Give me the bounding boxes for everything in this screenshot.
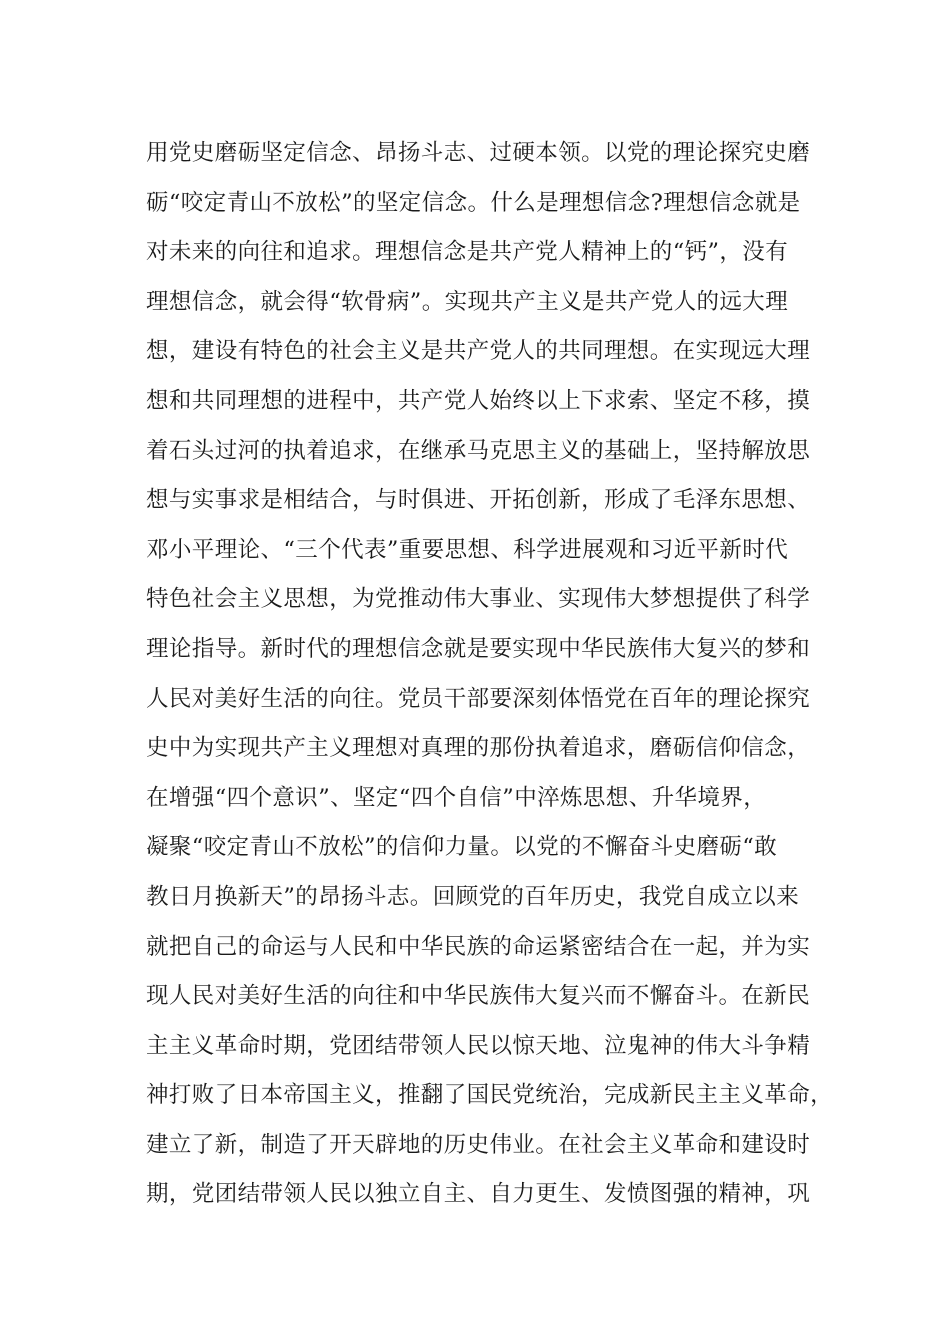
body-text [146, 129, 846, 1220]
text-line: 砺“咬定青山不放松”的坚定信念。什么是理想信念?理想信念就是 [146, 189, 801, 216]
text-line: 教日月换新天”的昂扬斗志。回顾党的百年历史，我党自成立以来 [146, 883, 800, 910]
text-line: 理论指导。新时代的理想信念就是要实现中华民族伟大复兴的梦和 [146, 635, 811, 662]
text-line: 建立了新，制造了开天辟地的历史伟业。在社会主义革命和建设时 [146, 1131, 811, 1158]
text-line: 想和共同理想的进程中，共产党人始终以上下求索、坚定不移，摸 [146, 387, 811, 414]
text-line: 史中为实现共产主义理想对真理的那份执着追求，磨砺信仰信念， [146, 735, 811, 762]
text-line: 着石头过河的执着追求，在继承马克思主义的基础上，坚持解放思 [146, 437, 811, 464]
text-line: 神打败了日本帝国主义，推翻了国民党统治，完成新民主主义革命， [146, 1082, 834, 1109]
text-line: 就把自己的命运与人民和中华民族的命运紧密结合在一起，并为实 [146, 933, 811, 960]
text-line: 人民对美好生活的向往。党员干部要深刻体悟党在百年的理论探究 [146, 685, 811, 712]
text-line: 期，党团结带领人民以独立自主、自力更生、发愤图强的精神，巩 [146, 1181, 811, 1208]
text-line: 想与实事求是相结合，与时俱进、开拓创新，形成了毛泽东思想、 [146, 487, 811, 514]
text-line: 对未来的向往和追求。理想信念是共产党人精神上的“钙”，没有 [146, 239, 789, 266]
text-line: 在增强“四个意识”、坚定“四个自信”中淬炼思想、升华境界， [146, 784, 767, 811]
text-line: 主主义革命时期，党团结带领人民以惊天地、泣鬼神的伟大斗争精 [146, 1032, 811, 1059]
text-line: 现人民对美好生活的向往和中华民族伟大复兴而不懈奋斗。在新民 [146, 983, 811, 1010]
text-line: 用党史磨砺坚定信念、昂扬斗志、过硬本领。以党的理论探究史磨 [146, 140, 811, 166]
text-line: 邓小平理论、“三个代表”重要思想、科学进展观和习近平新时代 [146, 536, 789, 563]
text-line: 想，建设有特色的社会主义是共产党人的共同理想。在实现远大理 [146, 338, 811, 365]
text-line: 特色社会主义思想，为党推动伟大事业、实现伟大梦想提供了科学 [146, 586, 811, 613]
text-line: 理想信念，就会得“软骨病”。实现共产主义是共产党人的远大理 [146, 288, 789, 315]
text-line: 凝聚“咬定青山不放松”的信仰力量。以党的不懈奋斗史磨砺“敢 [146, 834, 778, 861]
